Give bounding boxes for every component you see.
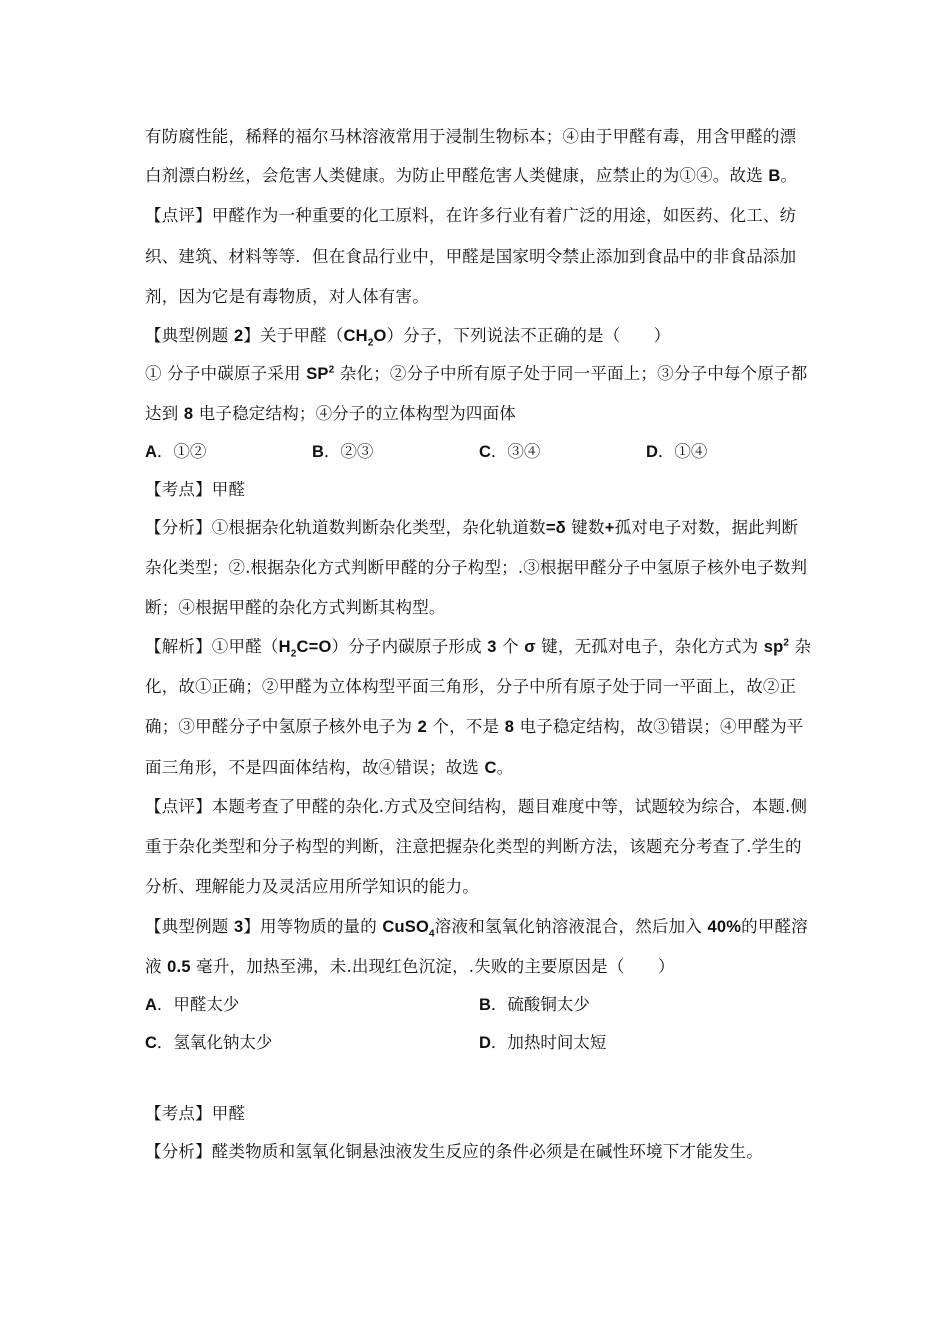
comment-line: 分析、理解能力及灵活应用所学知识的能力。 bbox=[145, 877, 479, 896]
option-d: D．①④ bbox=[646, 442, 708, 461]
solution-line: 化，故①正确；②甲醛为立体构型平面三角形，分子中所有原子处于同一平面上，故②正 bbox=[145, 677, 797, 696]
option-a: A．甲醛太少 bbox=[145, 995, 240, 1014]
option-d: D．加热时间太短 bbox=[479, 1033, 607, 1052]
option-b: B．硫酸铜太少 bbox=[479, 995, 590, 1014]
option-b: B．②③ bbox=[312, 442, 374, 461]
question-statement: 液 0.5 毫升，加热至沸，未.出现红色沉淀，.失败的主要原因是（ ） bbox=[145, 957, 675, 976]
option-c: C．氢氧化钠太少 bbox=[145, 1033, 273, 1052]
kaodian-line: 【考点】甲醛 bbox=[145, 1104, 246, 1123]
option-a: A．①② bbox=[145, 442, 207, 461]
solution-line: 【解析】①甲醛$(H_2C=O)$分子内碳原子形成 3 个 σ 键，无孤对电子，杂化方式为 $sp^2$ 杂 bbox=[145, 637, 812, 660]
analysis-line: 断；④根据甲醛的杂化方式判断其构型。 bbox=[145, 598, 446, 617]
comment-line: 重于杂化类型和分子构型的判断，注意把握杂化类型的判断方法，该题充分考查了.学生的 bbox=[145, 837, 802, 856]
question-statement: ① 分子中碳原子采用 $SP^2$ 杂化；②分子中所有原子处于同一平面上；③分子中每个原子都 bbox=[145, 364, 808, 383]
example-title: 【典型例题 3】用等物质的量的 CuSO$_4$溶液和氢氧化钠溶液混合，然后加入 40%的甲醛溶 bbox=[145, 917, 808, 940]
analysis-line: 【分析】醛类物质和氢氧化铜悬浊液发生反应的条件必须是在碱性环境下才能发生。 bbox=[145, 1142, 763, 1161]
paragraph-line: 白剂漂白粉丝，会危害人类健康。为防止甲醛危害人类健康，应禁止的为①④。故选 B。 bbox=[145, 166, 798, 185]
comment-line: 【点评】本题考查了甲醛的杂化.方式及空间结构，题目难度中等，试题较为综合，本题.侧 bbox=[145, 797, 808, 816]
example-title: 【典型例题 2】关于甲醛$(CH_2O)$分子，下列说法不正确的是（ ） bbox=[145, 326, 671, 349]
kaodian-line: 【考点】甲醛 bbox=[145, 480, 246, 499]
paragraph-line: 织、建筑、材料等等．但在食品行业中，甲醛是国家明令禁止添加到食品中的非食品添加 bbox=[145, 247, 797, 266]
question-statement: 达到 8 电子稳定结构；④分子的立体构型为四面体 bbox=[145, 404, 516, 423]
paragraph-line: 剂，因为它是有毒物质，对人体有害。 bbox=[145, 287, 429, 306]
solution-line: 确；③甲醛分子中氢原子核外电子为 2 个，不是 8 电子稳定结构，故③错误；④甲醛为平 bbox=[145, 717, 804, 736]
option-c: C．③④ bbox=[479, 442, 541, 461]
analysis-line: 杂化类型；②.根据杂化方式判断甲醛的分子构型；.③根据甲醛分子中氢原子核外电子数判 bbox=[145, 558, 808, 577]
paragraph-line: 有防腐性能，稀释的福尔马林溶液常用于浸制生物标本；④由于甲醛有毒，用含甲醛的漂 bbox=[145, 127, 797, 146]
solution-line: 面三角形，不是四面体结构，故④错误；故选 C。 bbox=[145, 758, 514, 777]
comment-line: 【点评】甲醛作为一种重要的化工原料，在许多行业有着广泛的用途，如医药、化工、纺 bbox=[145, 206, 797, 225]
analysis-line: 【分析】①根据杂化轨道数判断杂化类型，杂化轨道数=δ 键数+孤对电子对数，据此判断 bbox=[145, 518, 799, 537]
